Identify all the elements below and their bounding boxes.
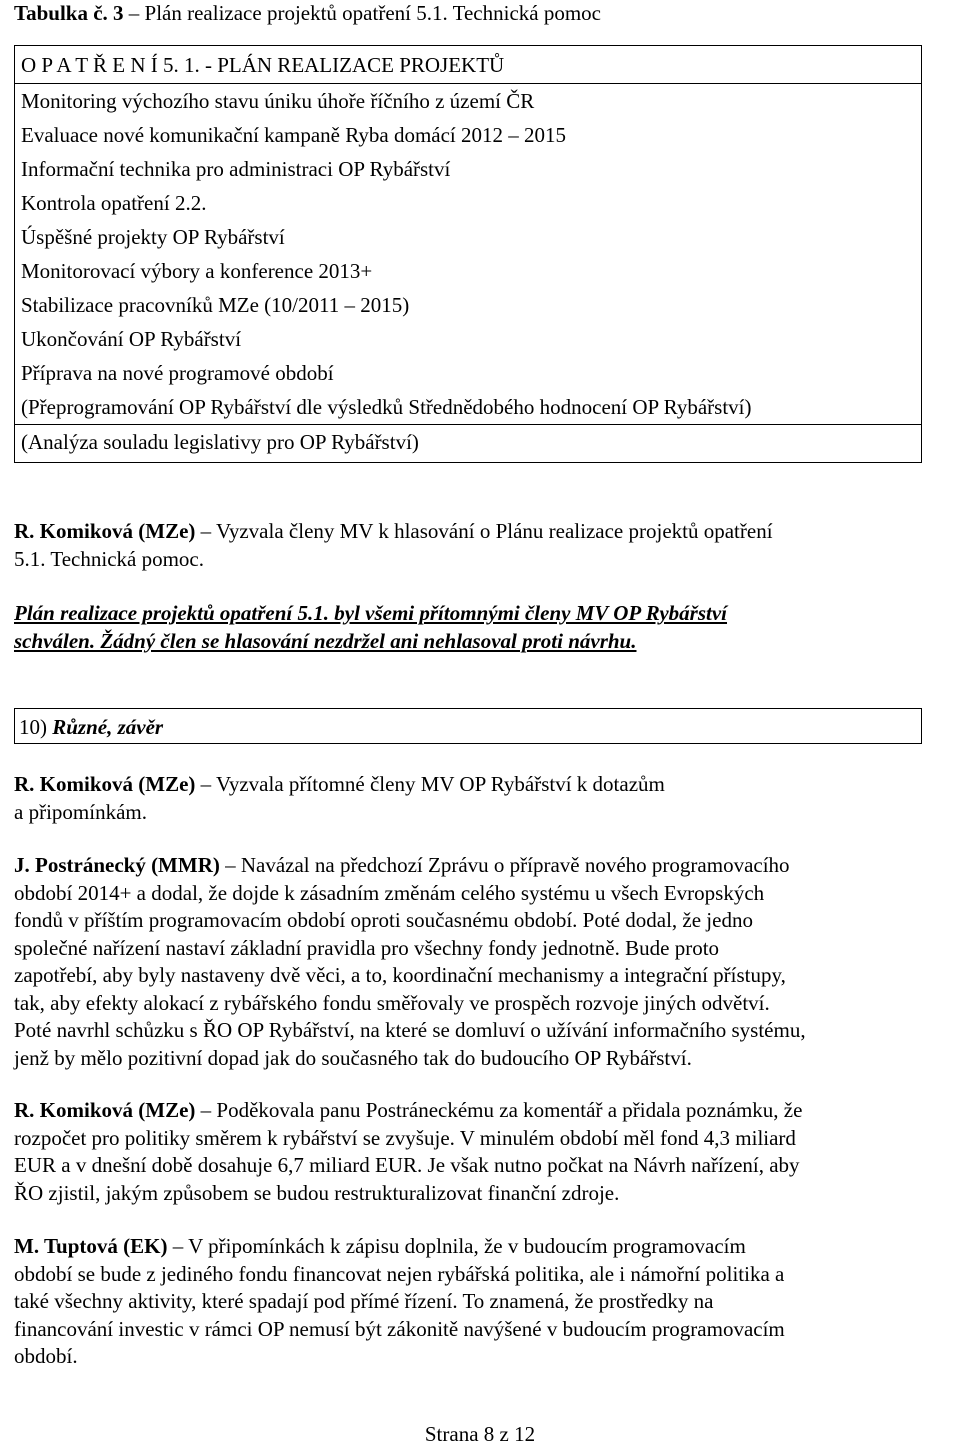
paragraph-komikova-2 bbox=[14, 1097, 910, 1207]
paragraph-text: zapotřebí, aby byly nastaveny dvě věci, a to, koordinační mechanismy a integrační přístupy, bbox=[14, 963, 786, 987]
table-row: (Přeprogramování OP Rybářství dle výsledků Střednědobého hodnocení OP Rybářství) bbox=[15, 390, 921, 425]
paragraph-text: – Navázal na předchozí Zprávu o přípravě nového programovacího bbox=[219, 853, 790, 877]
speaker-name: R. Komiková (MZe) bbox=[14, 772, 196, 796]
resolution-line: Plán realizace projektů opatření 5.1. byl všemi přítomnými členy MV OP Rybářství bbox=[14, 601, 728, 625]
paragraph-text: 5.1. Technická pomoc. bbox=[14, 546, 205, 571]
paragraph-text: EUR a v dnešní době dosahuje 6,7 miliard EUR. Je však nutno počkat na Návrh nařízení, aby bbox=[14, 1153, 800, 1177]
paragraph-text: rozpočet pro politiky směrem k rybářství se zvyšuje. V minulém období měl fond 4,3 miliard bbox=[14, 1125, 796, 1150]
table-row: Monitoring výchozího stavu úniku úhoře říčního z území ČR bbox=[21, 89, 535, 113]
paragraph-text: také všechny aktivity, které spadají pod přímé řízení. To znamená, že prostředky na bbox=[14, 1289, 714, 1313]
paragraph-text: – V připomínkách k zápisu doplnila, že v budoucím programovacím bbox=[167, 1234, 746, 1258]
paragraph-text: – Vyzvala členy MV k hlasování o Plánu realizace projektů opatření bbox=[195, 519, 773, 543]
table-row: Stabilizace pracovníků MZe (10/2011 – 2015) bbox=[21, 293, 410, 317]
paragraph-text: ŘO zjistil, jakým způsobem se budou restrukturalizovat finanční zdroje. bbox=[14, 1180, 620, 1205]
table-row: Úspěšné projekty OP Rybářství bbox=[21, 225, 285, 249]
table-row: Informační technika pro administraci OP Rybářství bbox=[21, 157, 451, 181]
section-number: 10) bbox=[19, 715, 53, 739]
paragraph-text: období. bbox=[14, 1344, 78, 1368]
table-row: Ukončování OP Rybářství bbox=[21, 327, 242, 351]
speaker-name: R. Komiková (MZe) bbox=[14, 1098, 196, 1122]
section-heading bbox=[14, 708, 922, 744]
paragraph-text: a připomínkám. bbox=[14, 799, 147, 824]
caption-label: Tabulka č. 3 bbox=[14, 1, 124, 25]
plan-table-title: O P A T Ř E N Í 5. 1. - PLÁN REALIZACE PROJEKTŮ bbox=[15, 46, 921, 84]
table-caption bbox=[14, 0, 601, 26]
resolution-paragraph bbox=[14, 600, 910, 655]
plan-table-rows bbox=[15, 84, 921, 459]
paragraph-text: období 2014+ a dodal, že dojde k zásadním změnám celého systému u všech Evropských bbox=[14, 880, 765, 905]
paragraph-text: období se bude z jediného fondu financovat nejen rybářská politika, ale i námořní politika a bbox=[14, 1261, 785, 1286]
section-title: Různé, závěr bbox=[52, 715, 164, 739]
paragraph-text: – Poděkovala panu Postráneckému za komentář a přidala poznámku, že bbox=[195, 1098, 803, 1122]
resolution-line: schválen. Žádný člen se hlasování nezdržel ani nehlasoval proti návrhu. bbox=[14, 628, 637, 653]
paragraph-tuptova bbox=[14, 1233, 910, 1371]
paragraph-text: – Vyzvala přítomné členy MV OP Rybářství k dotazům bbox=[195, 772, 665, 796]
table-row: Kontrola opatření 2.2. bbox=[21, 191, 207, 215]
speaker-name: R. Komiková (MZe) bbox=[14, 519, 196, 543]
paragraph-text: financování investic v rámci OP nemusí být zákonitě navýšené v budoucím programovacím bbox=[14, 1316, 785, 1341]
speaker-name: J. Postránecký (MMR) bbox=[14, 853, 220, 877]
paragraph-postranecky bbox=[14, 852, 910, 1072]
paragraph-text: jenž by mělo pozitivní dopad jak do současného tak do budoucího OP Rybářství. bbox=[14, 1045, 692, 1070]
caption-text: – Plán realizace projektů opatření 5.1. Technická pomoc bbox=[123, 1, 601, 25]
page-number: Strana 8 z 12 bbox=[424, 1422, 536, 1446]
table-row: Monitorovací výbory a konference 2013+ bbox=[21, 259, 373, 283]
paragraph-text: tak, aby efekty alokací z rybářského fondu směřovaly ve prospěch rozvoje jiných odvětví. bbox=[14, 990, 770, 1015]
paragraph-komikova-1 bbox=[14, 771, 910, 826]
plan-table bbox=[14, 45, 922, 463]
table-row: Evaluace nové komunikační kampaně Ryba domácí 2012 – 2015 bbox=[21, 123, 567, 147]
paragraph-text: společné nařízení nastaví základní pravidla pro všechny fondy jednotně. Bude proto bbox=[14, 935, 720, 960]
table-row: (Analýza souladu legislativy pro OP Rybářství) bbox=[21, 430, 419, 454]
table-row: Příprava na nové programové období bbox=[21, 361, 334, 385]
speaker-name: M. Tuptová (EK) bbox=[14, 1234, 168, 1258]
paragraph-text: Poté navrhl schůzku s ŘO OP Rybářství, na které se domluví o užívání informačního systému, bbox=[14, 1018, 806, 1042]
vote-call-paragraph bbox=[14, 518, 910, 573]
paragraph-text: fondů v příštím programovacím období oproti současnému období. Poté dodal, že jedno bbox=[14, 908, 753, 932]
